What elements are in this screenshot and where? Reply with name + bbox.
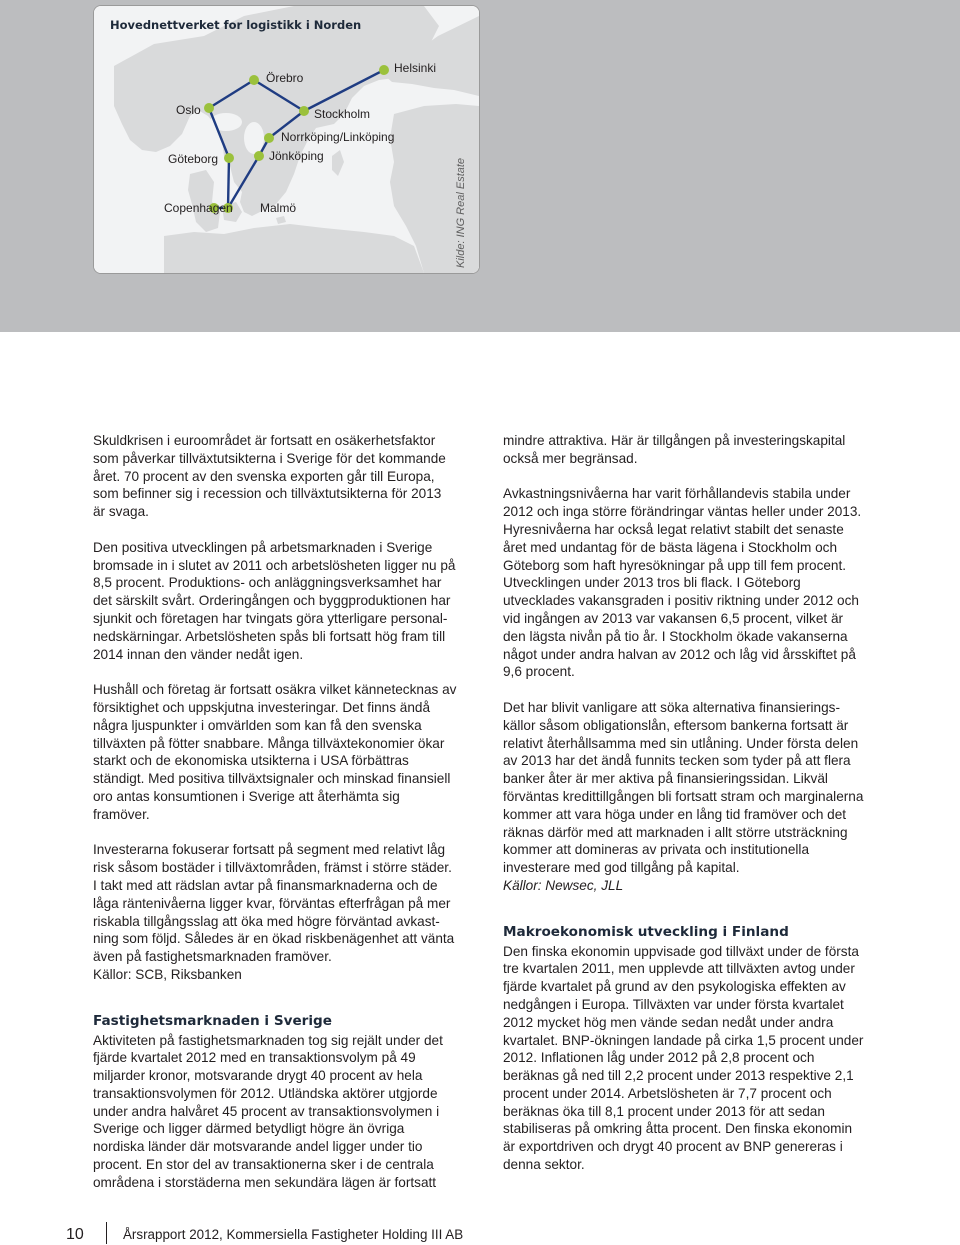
right-paragraph-4: Den finska ekonomin uppvisade god tillväxt under de första tre kvartalen 2011, men upplevde att tillväxten avtog under fjärde kvartalet på grund av den psykologiska effekten av nedgången i Europa. Tillväxten var under första kvartalet 2012 mycket hög men vände sedan nedåt under andra kvartalet. BNP-ökningen landade på cirka 1,5 procent under 2012. Inflationen låg under 2012 på 2,8 procent och beräknas gå ned till 2,2 procent under 2013 respektive 2,1 procent under 2014. Arbetslösheten är 7,7 procent och beräknas öka till 8,1 procent under 2013 för att sedan stabiliseras på omkring åtta procent. Den finska ekonomin är exportdriven och drygt 40 procent av BNP genereras i denna sektor. bbox=[503, 943, 864, 1173]
city-label-stockholm: Stockholm bbox=[314, 107, 371, 121]
right-paragraph-1: mindre attraktiva. Här är tillgången på investeringskapital också mer begränsad. bbox=[503, 433, 846, 466]
city-label-orebro: Örebro bbox=[266, 71, 304, 85]
city-dot-orebro bbox=[249, 75, 259, 85]
city-label-malmo: Malmö bbox=[260, 201, 297, 215]
page-number: 10 bbox=[66, 1226, 84, 1243]
city-dot-goteborg bbox=[224, 153, 234, 163]
right-paragraph-2: Avkastningsnivåerna har varit förhållandevis stabila under 2012 och inga större förändringar väntas heller under 2013. Hyresnivåerna har också legat relativt stabilt det senaste året med undantag för de bästa lägena i Stockholm och Göteborg som haft hyresökningar på upp till fem procent. Utvecklingen under 2013 tros bli flack. I Göteborg utvecklades vakansgraden i positiv riktning under 2012 och vid ingången av 2013 var vakansen 6,5 procent, vilket är den lägsta nivån på tio år. I Stockholm ökade vakanserna något under andra halvan av 2012 och låg vid årsskiftet på 9,6 procent. bbox=[503, 486, 862, 680]
map-title: Hovednettverket for logistikk i Norden bbox=[110, 18, 362, 32]
right-paragraph-3: Det har blivit vanligare att söka alternativa finansierings- källor såsom obligationslån, eftersom bankerna fortsatt är relativt återhållsamma med sin utlåning. Under första delen av 2013 har det ändå funnits tecken som tyder på att flera banker åter är mer aktiva på finansieringssidan. Likväl förväntas kredittillgången bli fortsatt stram och marginalerna kommer att vara höga under en lång tid framöver och det räknas därför med att marknaden i allt större utsträckning kommer att domineras av privata och institutionella investerare med god tillgång på kapital. bbox=[503, 699, 864, 876]
right-paragraph-3-source: Källor: Newsec, JLL bbox=[503, 877, 624, 893]
left-paragraph-4: Investerarna fokuserar fortsatt på segment med relativt låg risk såsom bostäder i tillväxtområden, främst i större städer. I takt med att rädslan avtar på finansmarknaderna och de låga räntenivåerna ligger kvar, förväntas efterfrågan på mer riskabla tillgångsslag att öka med högre förväntad avkast- ning som följd. Således är en ökad riskbenägenhet att vänta även på fastighetsmarknaden framöver. Källor: SCB, Riksbanken bbox=[93, 842, 455, 982]
left-paragraph-3: Hushåll och företag är fortsatt osäkra vilket kännetecknas av försiktighet och uppskjutna investeringar. Det finns ändå några ljuspunkter i omvärlden som kan få den svenska tillväxten på fötter snabbare. Många tillväxtekonomier ökar starkt och de ekonomiska utsikterna i USA förbättras ständigt. Med positiva tillväxtsignaler och minskad finansiell oro antas konsumtionen i Sverige att återhämta sig framöver. bbox=[93, 682, 457, 822]
city-label-norrkoping: Norrköping/Linköping bbox=[281, 130, 395, 144]
left-paragraph-2: Den positiva utvecklingen på arbetsmarknaden i Sverige bromsade in i slutet av 2011 och arbetslösheten ligger nu på 8,5 procent. Produktions- och anläggningsverksamhet har det särskilt svårt. Orderingången och byggproduktionen har sjunkit och företagen har tvingats göra ytterligare personal- nedskärningar. Arbetslösheten spås bli fortsatt hög fram till 2014 innan den vänder nedåt igen. bbox=[93, 539, 456, 662]
city-dot-jonkoping bbox=[254, 151, 264, 161]
city-dot-norrkoping bbox=[264, 133, 274, 143]
lake-vattern bbox=[244, 122, 264, 154]
footer-text: Årsrapport 2012, Kommersiella Fastigheter Holding III AB bbox=[123, 1227, 464, 1242]
city-dot-helsinki bbox=[379, 65, 389, 75]
heading-makroekonomisk-finland: Makroekonomisk utveckling i Finland bbox=[503, 923, 789, 940]
city-label-copenhagen: Copenhagen bbox=[164, 201, 233, 215]
city-dot-stockholm bbox=[299, 106, 309, 116]
city-label-helsinki: Helsinki bbox=[394, 61, 437, 75]
city-dot-oslo bbox=[204, 103, 214, 113]
city-label-goteborg: Göteborg bbox=[168, 152, 219, 166]
left-paragraph-5: Aktiviteten på fastighetsmarknaden tog sig rejält under det fjärde kvartalet 2012 med en transaktionsvolym på 49 miljarder kronor, motsvarande drygt 40 procent av hela transaktionsvolymen för 2012. Utländska aktörer utgjorde under andra halvåret 45 procent av transaktionsvolymen i Sverige och ligger därmed betydligt högre än övriga nordiska länder där motsvarande andel ligger under tio procent. En stor del av transaktionerna sker i de centrala områdena i storstäderna men sekundära lägen är fortsatt bbox=[93, 1032, 443, 1190]
footer-divider bbox=[106, 1222, 107, 1244]
left-paragraph-1: Skuldkrisen i euroområdet är fortsatt en osäkerhetsfaktor som påverkar tillväxtutsikterna i Sverige för det kommande året. 70 procent av den svenska exporten går till Europa, som befinner sig i recession och tillväxtutsikterna för 2013 är svaga. bbox=[93, 433, 446, 520]
logistics-map-panel bbox=[93, 5, 480, 274]
left-column bbox=[93, 432, 485, 1209]
nordic-map bbox=[94, 6, 479, 273]
city-label-oslo: Oslo bbox=[176, 103, 201, 117]
map-source: Kilde: ING Real Estate bbox=[455, 157, 467, 268]
right-column bbox=[503, 432, 893, 1192]
heading-fastighetsmarknaden: Fastighetsmarknaden i Sverige bbox=[93, 1012, 332, 1029]
city-label-jonkoping: Jönköping bbox=[269, 149, 324, 163]
